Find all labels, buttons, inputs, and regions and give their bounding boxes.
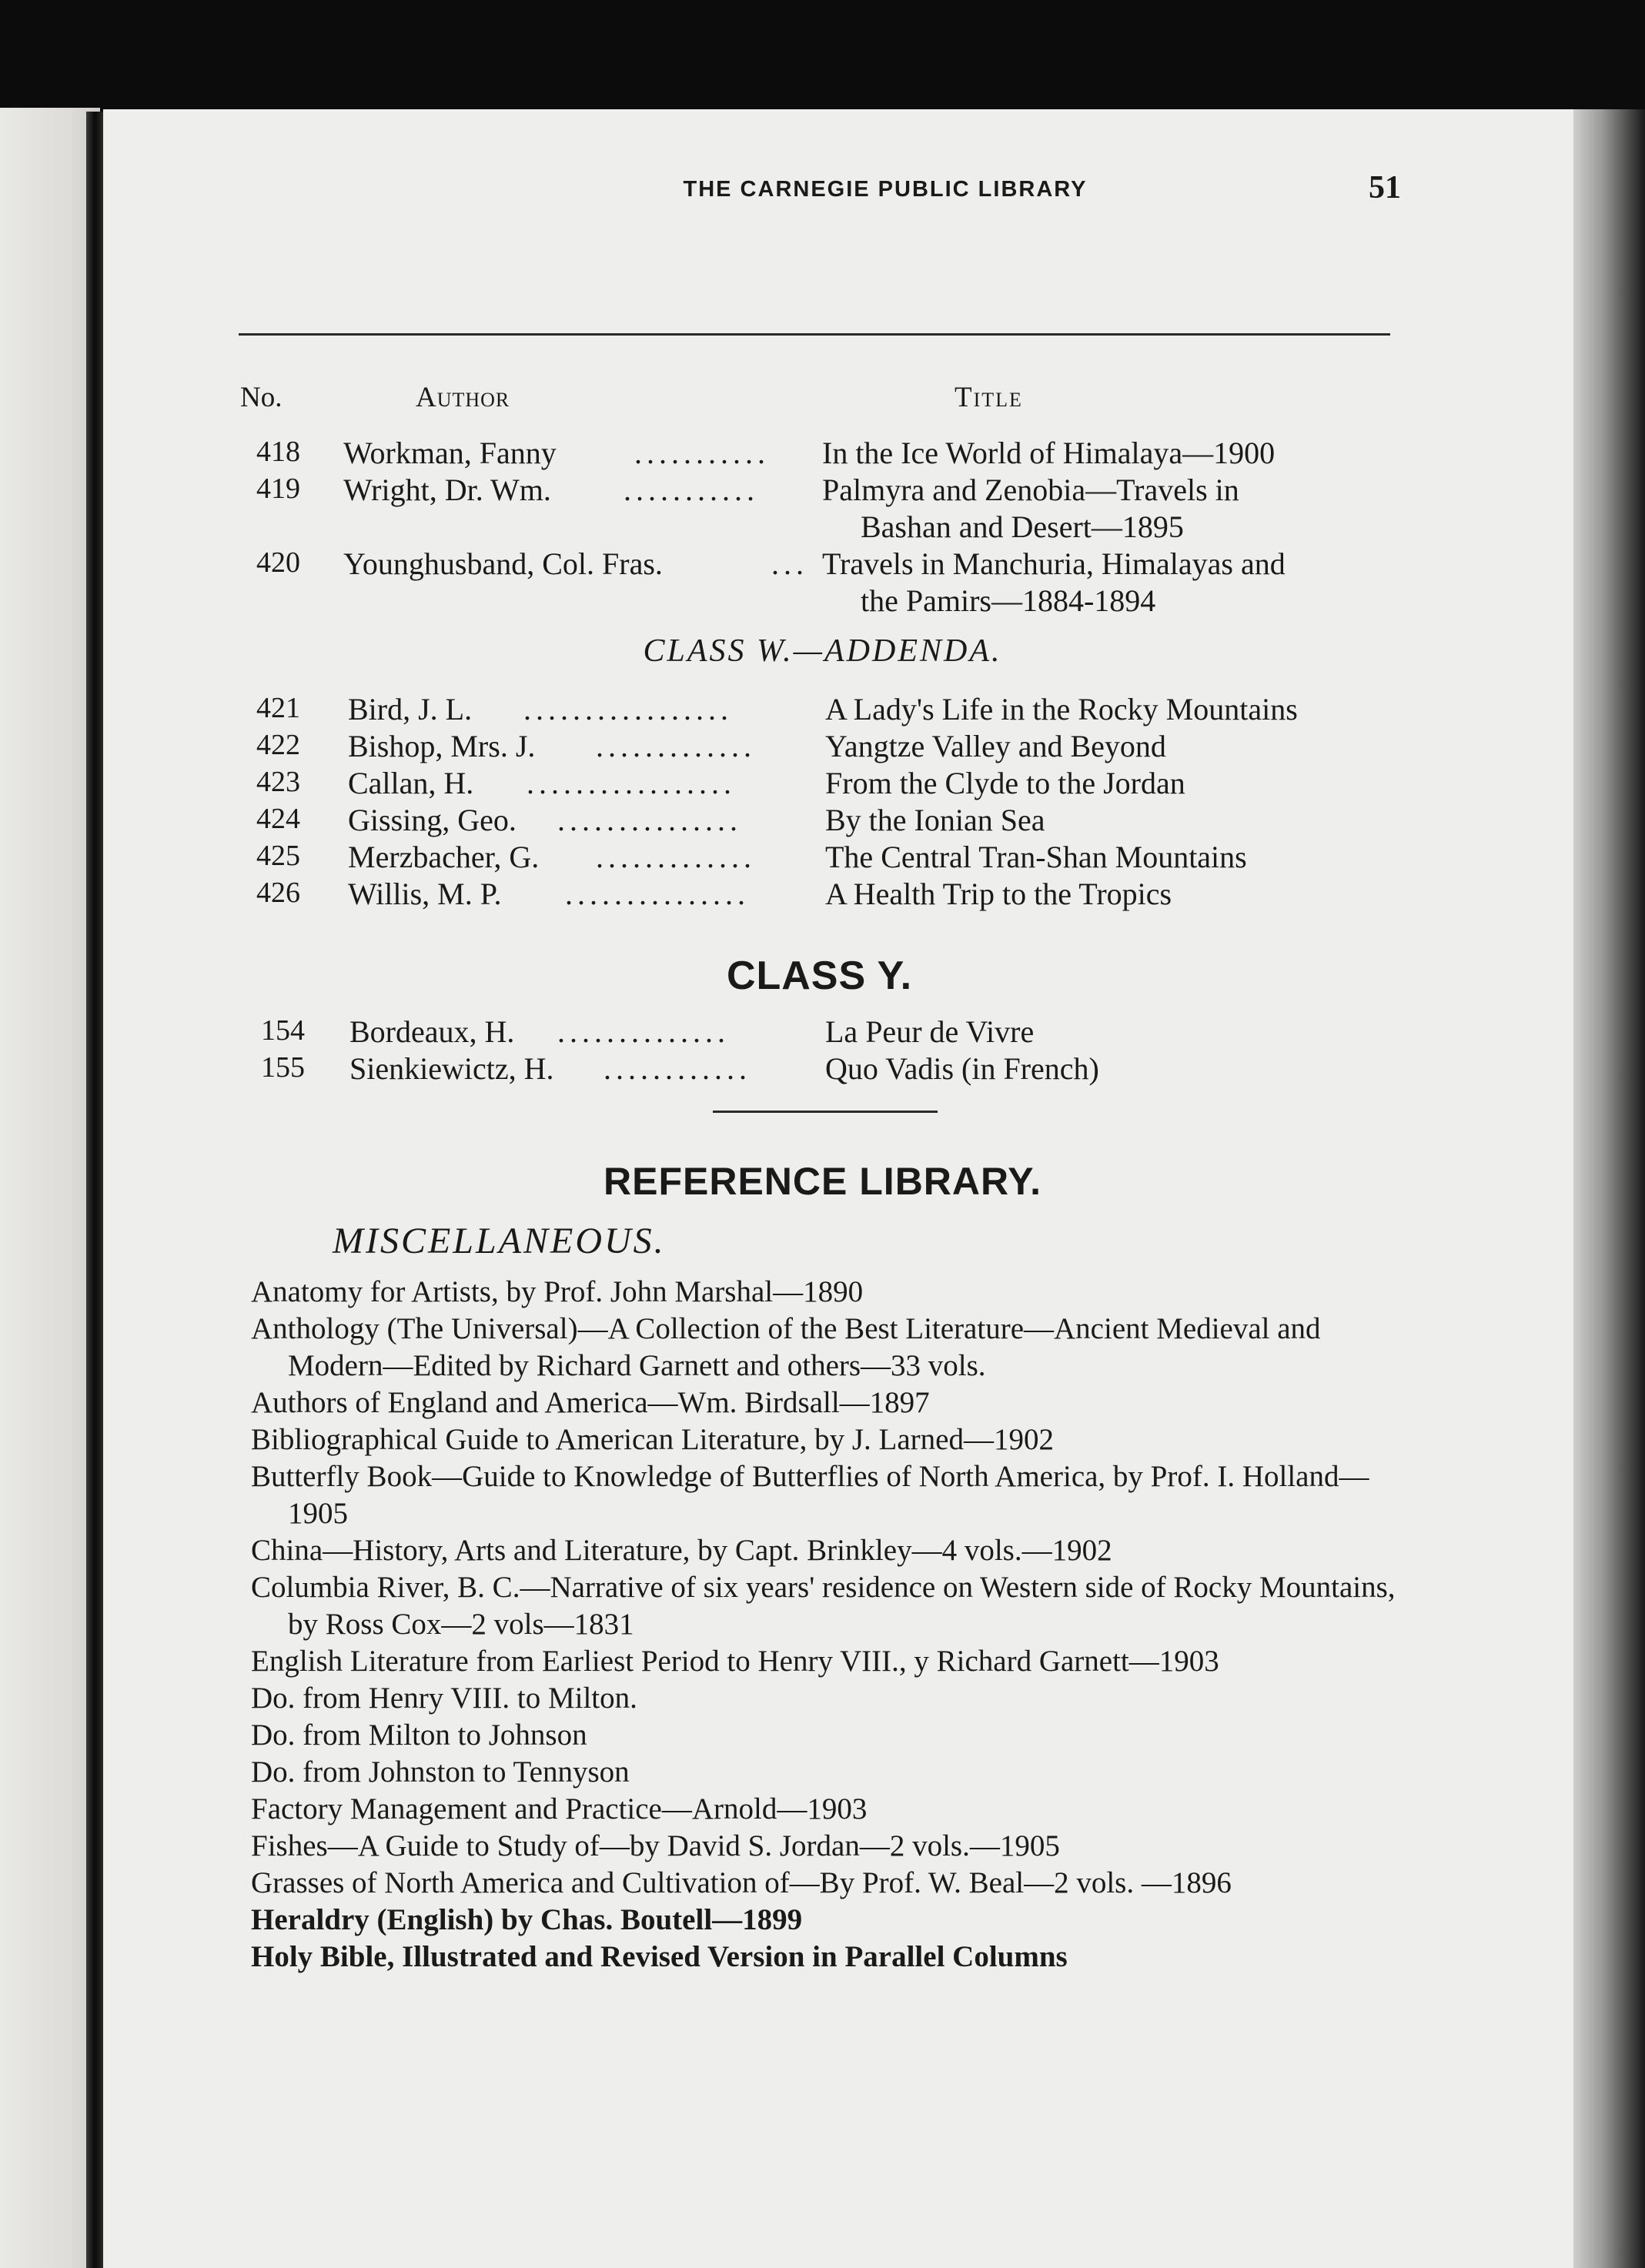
list-item: Anatomy for Artists, by Prof. John Marshal—1890	[251, 1275, 864, 1308]
addenda-entries	[0, 691, 1645, 913]
list-item	[0, 802, 1645, 839]
list-item: Bibliographical Guide to American Literature, by J. Larned—1902	[251, 1423, 1054, 1456]
entry-title: A Health Trip to the Tropics	[825, 877, 1172, 911]
entry-author: Younghusband, Col. Fras.	[343, 546, 663, 581]
entry-number: 426	[256, 877, 300, 909]
column-title: Title	[955, 382, 1023, 413]
section-divider	[713, 1111, 938, 1113]
entry-title: Palmyra and Zenobia—Travels in	[822, 473, 1239, 507]
class-w-addenda-heading: CLASS W.—ADDENDA.	[643, 633, 1002, 669]
entry-number: 422	[256, 729, 300, 761]
entry-number: 424	[256, 803, 300, 835]
reference-library-heading: REFERENCE LIBRARY.	[604, 1160, 1041, 1203]
list-item: Anthology (The Universal)—A Collection of the Best Literature—Ancient Medieval and Modern—Edited by Richard Garnett and others—33 vols.	[251, 1312, 1321, 1382]
list-item: Heraldry (English) by Chas. Boutell—1899	[251, 1903, 803, 1936]
list-item: Do. from Johnston to Tennyson	[251, 1755, 630, 1789]
list-item	[0, 728, 1645, 765]
list-item: English Literature from Earliest Period to Henry VIII., y Richard Garnett—1903	[251, 1645, 1219, 1678]
dot-leader: .............	[596, 840, 756, 874]
list-item: Do. from Henry VIII. to Milton.	[251, 1682, 637, 1715]
entry-title: Yangtze Valley and Beyond	[825, 729, 1166, 763]
class-y-heading: CLASS Y.	[726, 954, 913, 998]
entry-number: 425	[256, 840, 300, 872]
dot-leader: ...............	[565, 877, 750, 911]
dot-leader: ..............	[557, 1014, 730, 1049]
entry-author: Callan, H.	[348, 766, 474, 800]
entry-title: Travels in Manchuria, Himalayas and	[822, 546, 1286, 581]
entry-number: 418	[256, 436, 300, 468]
list-item: Do. from Milton to Johnson	[251, 1719, 587, 1752]
entry-author: Bordeaux, H.	[349, 1014, 515, 1049]
list-item: China—History, Arts and Literature, by Capt. Brinkley—4 vols.—1902	[251, 1534, 1112, 1567]
list-item	[0, 546, 1645, 620]
entry-title: By the Ionian Sea	[825, 803, 1045, 837]
page-number: 51	[1369, 170, 1401, 205]
entry-author: Gissing, Geo.	[348, 803, 517, 837]
dot-leader: ...............	[557, 803, 742, 837]
entry-number: 419	[256, 473, 300, 505]
entry-number: 423	[256, 766, 300, 798]
list-item: Grasses of North America and Cultivation of—By Prof. W. Beal—2 vols. —1896	[251, 1866, 1232, 1899]
list-item	[0, 1014, 1645, 1050]
entry-title: The Central Tran-Shan Mountains	[825, 840, 1247, 874]
running-title: THE CARNEGIE PUBLIC LIBRARY	[683, 177, 1088, 202]
dot-leader: ...	[771, 546, 808, 581]
dot-leader: ...........	[634, 436, 770, 470]
list-item: Holy Bible, Illustrated and Revised Version in Parallel Columns	[251, 1940, 1068, 1973]
entry-title: In the Ice World of Himalaya—1900	[822, 436, 1276, 470]
list-item	[0, 765, 1645, 802]
dot-leader: ............	[604, 1051, 751, 1086]
running-header	[462, 169, 1401, 215]
entry-title: Quo Vadis (in French)	[825, 1051, 1099, 1086]
miscellaneous-list	[251, 1274, 1421, 1976]
column-author: Author	[416, 382, 510, 413]
entry-number: 154	[261, 1014, 305, 1047]
class-w-entries	[0, 435, 1645, 620]
list-item	[0, 472, 1645, 546]
column-no: No.	[240, 382, 283, 413]
dot-leader: .................	[527, 766, 736, 800]
class-y-entries	[0, 1014, 1645, 1087]
entry-title-continued: Bashan and Desert—1895	[861, 509, 1184, 544]
entry-author: Willis, M. P.	[348, 877, 502, 911]
entry-title: A Lady's Life in the Rocky Mountains	[825, 692, 1298, 726]
list-item	[0, 876, 1645, 913]
list-item	[0, 839, 1645, 876]
entry-author: Sienkiewictz, H.	[349, 1051, 554, 1086]
list-item: Butterfly Book—Guide to Knowledge of Butterflies of North America, by Prof. I. Holland—1905	[251, 1460, 1369, 1530]
entry-number: 155	[261, 1051, 305, 1084]
column-headers	[0, 381, 1645, 419]
entry-author: Bird, J. L.	[348, 692, 473, 726]
entry-title: La Peur de Vivre	[825, 1014, 1035, 1049]
scan-top-border	[0, 0, 1645, 115]
dot-leader: .................	[523, 692, 733, 726]
entry-author: Bishop, Mrs. J.	[348, 729, 536, 763]
list-item	[0, 691, 1645, 728]
entry-author: Wright, Dr. Wm.	[343, 473, 551, 507]
list-item	[0, 435, 1645, 472]
dot-leader: ...........	[624, 473, 759, 507]
list-item	[0, 1050, 1645, 1087]
entry-number: 421	[256, 692, 300, 724]
list-item: Fishes—A Guide to Study of—by David S. Jordan—2 vols.—1905	[251, 1829, 1060, 1862]
entry-author: Workman, Fanny	[343, 436, 557, 470]
list-item: Authors of England and America—Wm. Birdsall—1897	[251, 1386, 930, 1419]
entry-title: From the Clyde to the Jordan	[825, 766, 1185, 800]
miscellaneous-heading: MISCELLANEOUS.	[333, 1221, 666, 1261]
header-rule	[239, 333, 1390, 336]
entry-title-continued: the Pamirs—1884-1894	[861, 583, 1156, 618]
list-item: Factory Management and Practice—Arnold—1903	[251, 1792, 868, 1825]
entry-number: 420	[256, 546, 300, 579]
list-item: Columbia River, B. C.—Narrative of six years' residence on Western side of Rocky Mountains, by Ross Cox—2 vols—1831	[251, 1571, 1396, 1641]
dot-leader: .............	[596, 729, 756, 763]
entry-author: Merzbacher, G.	[348, 840, 540, 874]
